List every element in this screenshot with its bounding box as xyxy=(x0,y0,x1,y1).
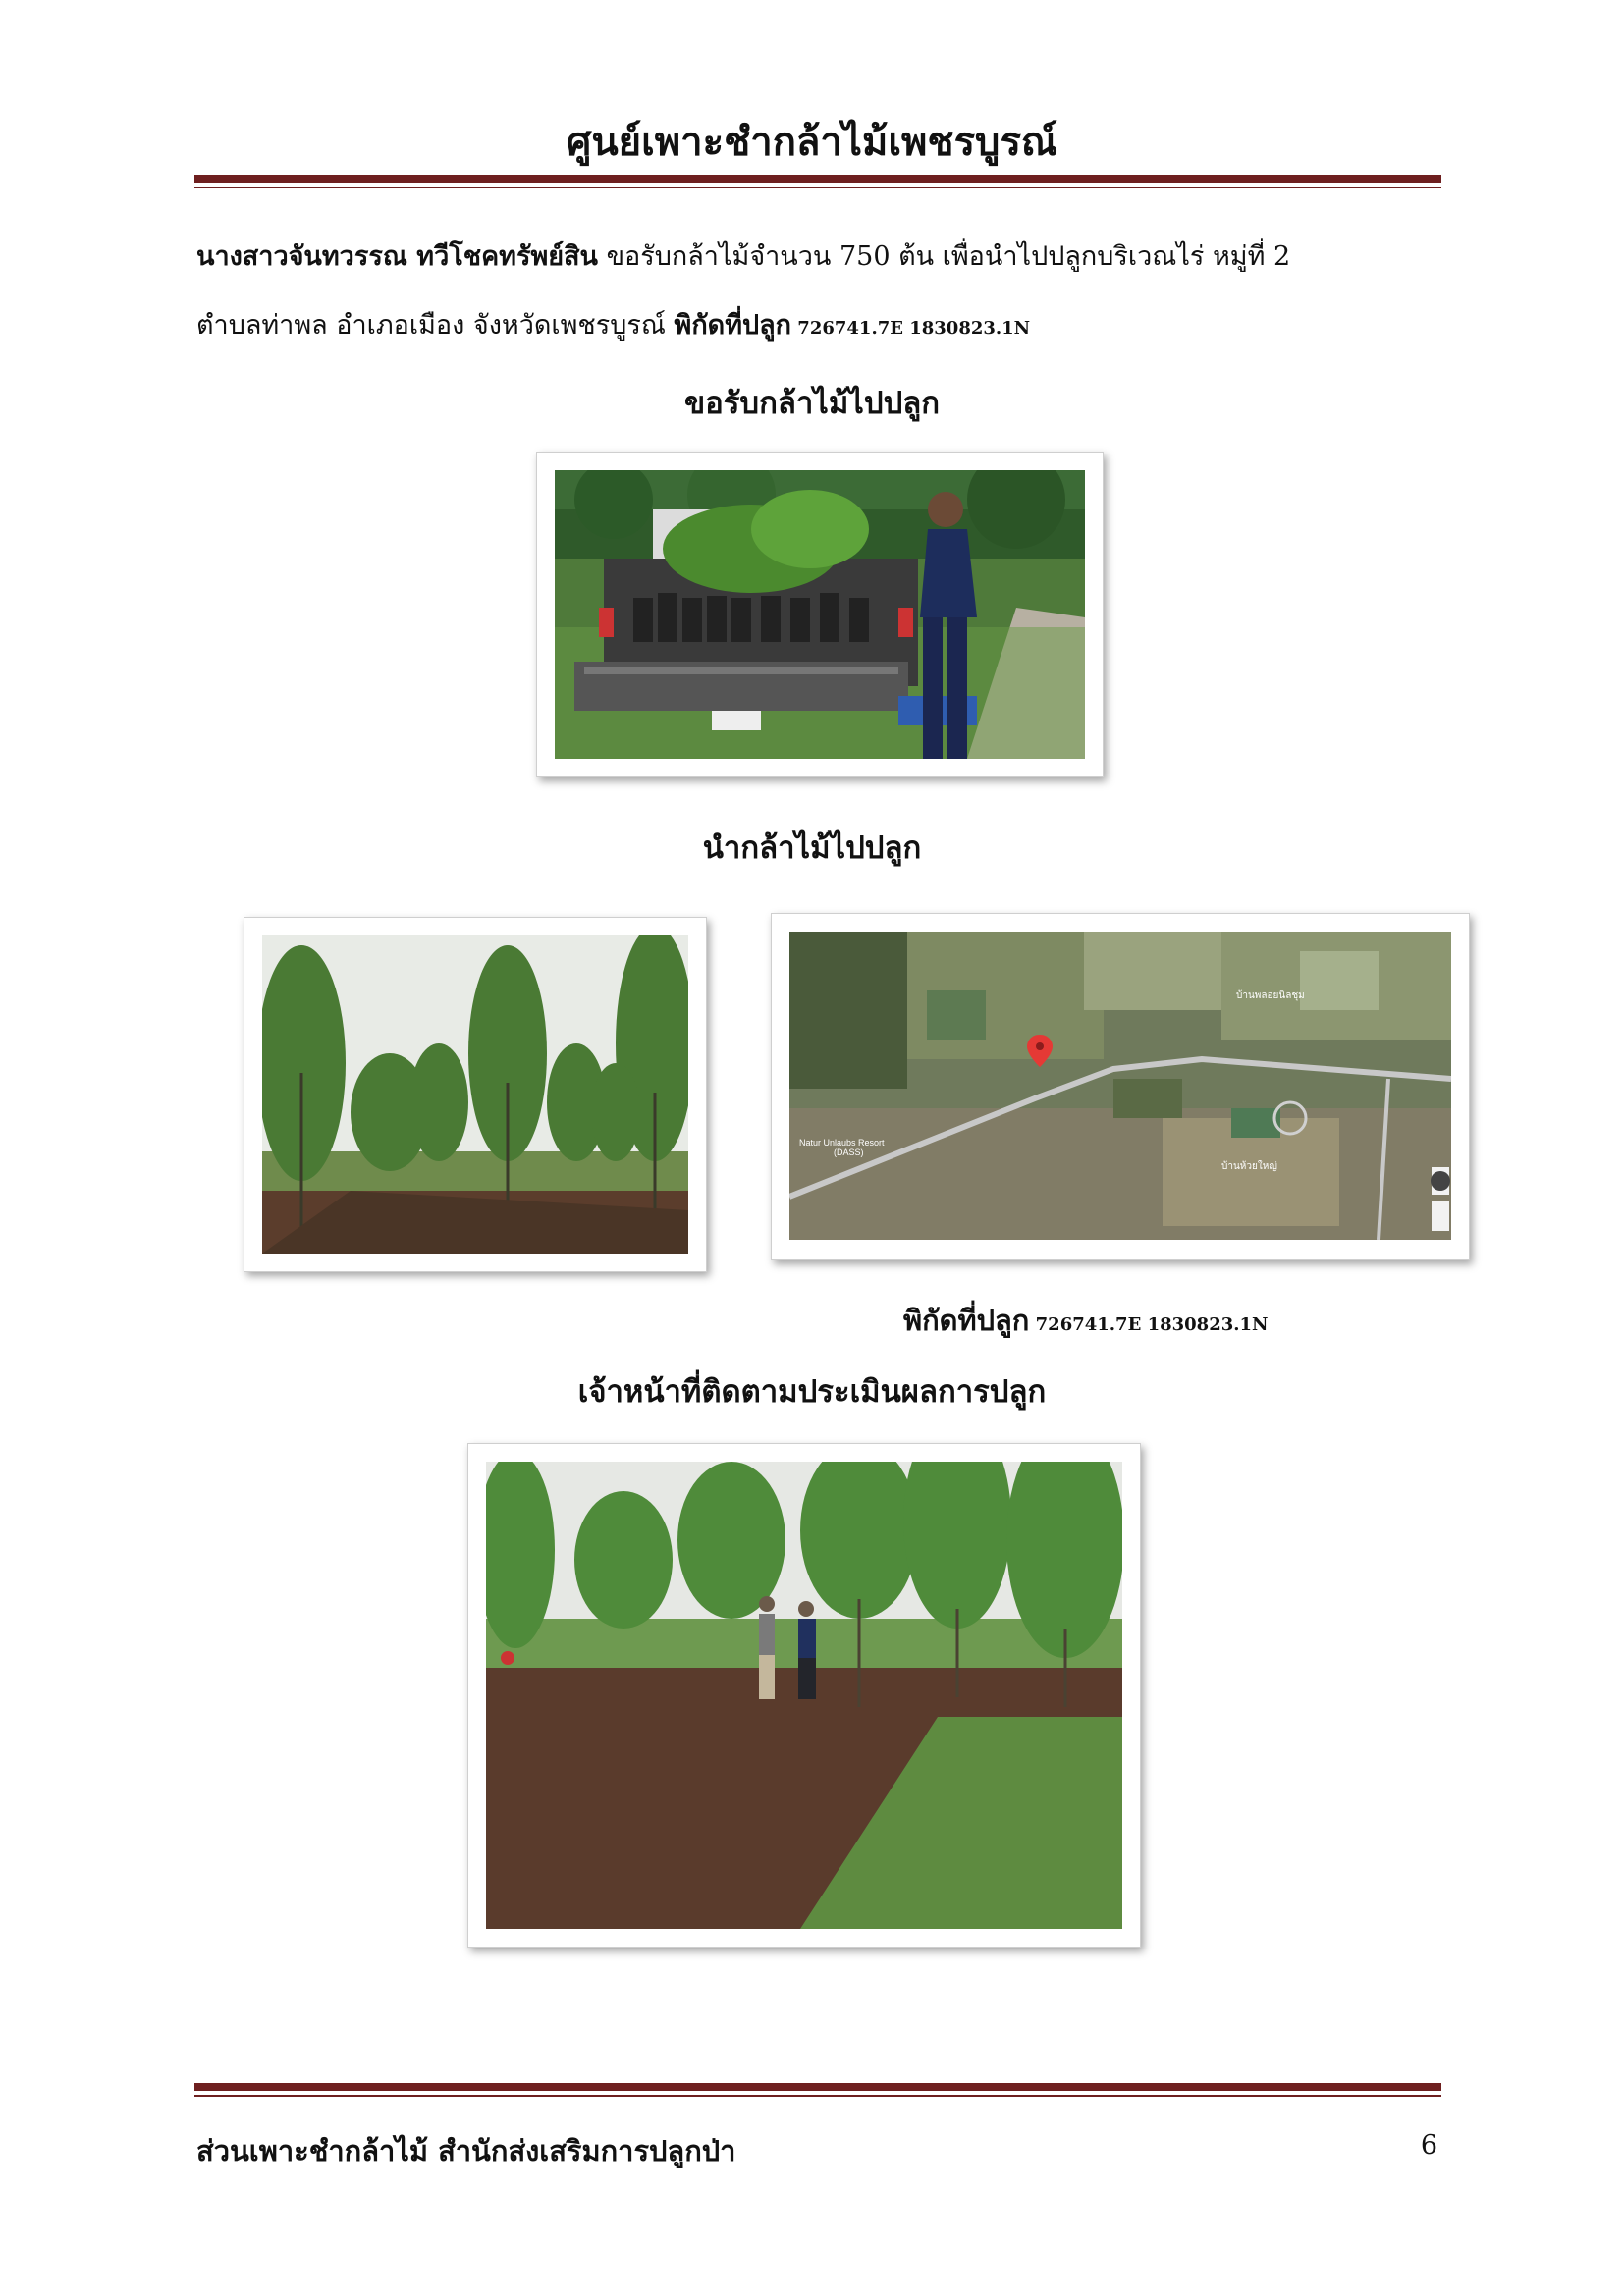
coord-value: 726741.7E 1830823.1N xyxy=(791,318,1031,339)
photo-truck-image xyxy=(555,470,1085,759)
intro-line-2 xyxy=(196,312,1030,339)
photo-satellite-map xyxy=(771,913,1470,1260)
coord-caption-value: 726741.7E 1830823.1N xyxy=(1029,1314,1269,1335)
location-text: ตำบลท่าพล อำเภอเมือง จังหวัดเพชรบูรณ์ xyxy=(196,310,675,341)
page-number: 6 xyxy=(1420,2130,1437,2161)
map-label-place1: บ้านพลอยนิลชุม xyxy=(1236,990,1305,1001)
photo-evaluation-field xyxy=(467,1443,1141,1948)
page-title: ศูนย์เพาะชำกล้าไม้เพชรบูรณ์ xyxy=(566,119,1058,165)
footer-rule-thin xyxy=(194,2095,1441,2097)
map-label-resort2: (DASS) xyxy=(834,1148,864,1157)
footer-organization: ส่วนเพาะชำกล้าไม้ สำนักส่งเสริมการปลูกป่า xyxy=(196,2134,736,2167)
photo-truck-seedlings xyxy=(536,452,1104,777)
map-label-place2: บ้านห้วยใหญ่ xyxy=(1221,1161,1277,1172)
coordinate-caption xyxy=(903,1298,1268,1343)
map-label-resort: Natur Unlaubs Resort xyxy=(799,1138,885,1148)
recipient-name: นางสาวจันทวรรณ ทวีโชคทรัพย์สิน xyxy=(196,241,598,272)
coord-label: พิกัดที่ปลูก xyxy=(674,310,792,341)
intro-line-1 xyxy=(196,243,1290,270)
header-rule xyxy=(194,175,1441,183)
photo-tree-plantation xyxy=(244,917,707,1272)
photo-evaluation-image xyxy=(486,1462,1122,1929)
coord-caption-label: พิกัดที่ปลูก xyxy=(903,1304,1030,1337)
planting-heading: นำกล้าไม้ไปปลูก xyxy=(702,830,922,866)
receive-heading: ขอรับกล้าไม้ไปปลูก xyxy=(683,386,941,421)
evaluation-heading: เจ้าหน้าที่ติดตามประเมินผลการปลูก xyxy=(577,1374,1047,1410)
request-text: ขอรับกล้าไม้จำนวน 750 ต้น เพื่อนำไปปลูกบริเวณไร่ หมู่ที่ 2 xyxy=(598,241,1291,272)
map-image xyxy=(789,932,1451,1240)
header-rule-thin xyxy=(194,187,1441,188)
photo-trees-image xyxy=(262,935,688,1254)
footer-rule xyxy=(194,2083,1441,2091)
